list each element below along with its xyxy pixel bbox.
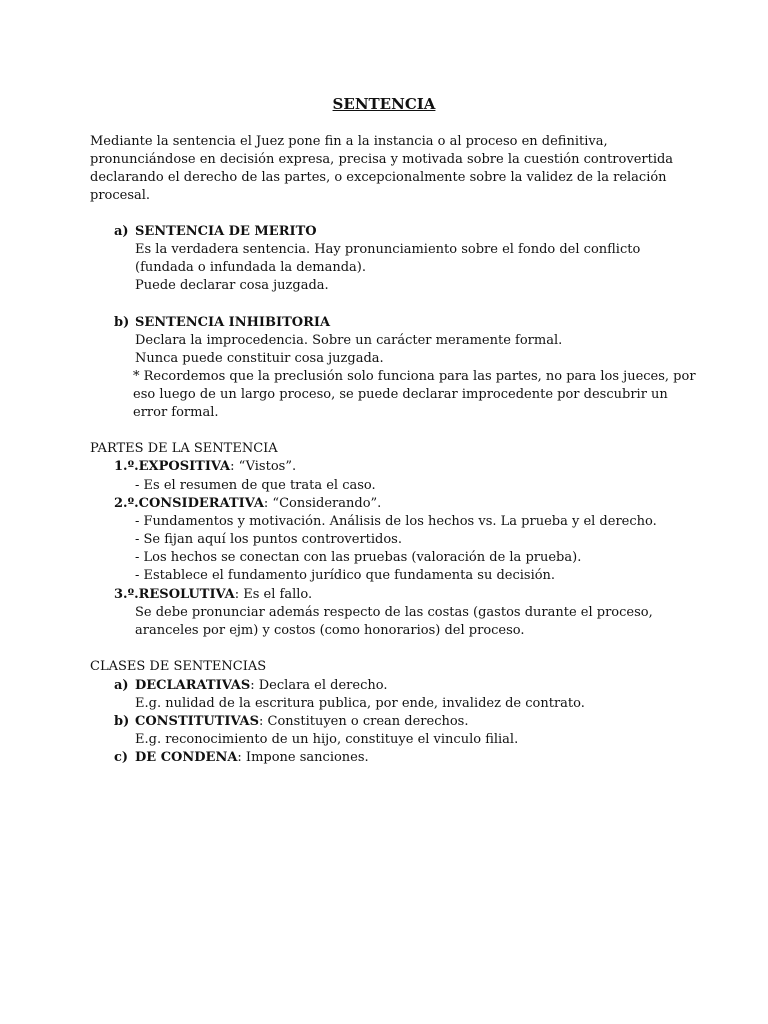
intro-line: declarando el derecho de las partes, o excepcionalmente sobre la validez de la relación	[90, 170, 667, 185]
inhibitoria-note: eso luego de un largo proceso, se puede declarar improcedente por descubrir un	[133, 387, 668, 402]
list-marker: b)	[114, 315, 130, 330]
list-marker: a)	[114, 224, 129, 239]
inhibitoria-note: error formal.	[133, 405, 219, 420]
parte-line: aranceles por ejm) y costos (como honorarios) del proceso.	[135, 623, 525, 638]
clase-desc: : Declara el derecho.	[250, 678, 388, 693]
parte-line: - Se fijan aquí los puntos controvertidos.	[135, 532, 402, 547]
parte-line: Se debe pronunciar además respecto de las costas (gastos durante el proceso,	[135, 605, 653, 620]
inhibitoria-line: Nunca puede constituir cosa juzgada.	[135, 351, 384, 366]
intro-line: Mediante la sentencia el Juez pone fin a la instancia o al proceso en definitiva,	[90, 134, 608, 149]
parte-line: - Establece el fundamento jurídico que fundamenta su decisión.	[135, 568, 556, 583]
parte-considerativa	[114, 495, 381, 513]
clase-term: CONSTITUTIVAS	[135, 714, 260, 729]
parte-line: - Fundamentos y motivación. Análisis de los hechos vs. La prueba y el derecho.	[135, 514, 657, 529]
clase-example: E.g. reconocimiento de un hijo, constituye el vinculo filial.	[135, 732, 519, 747]
partes-heading: PARTES DE LA SENTENCIA	[90, 441, 278, 456]
clase-desc: : Constituyen o crean derechos.	[259, 714, 469, 729]
clase-desc: : Impone sanciones.	[237, 750, 369, 765]
parte-desc: : Es el fallo.	[234, 587, 313, 602]
intro-line: procesal.	[90, 188, 151, 203]
parte-expositiva	[114, 458, 296, 476]
list-marker: a)	[114, 678, 129, 693]
merito-line: Es la verdadera sentencia. Hay pronunciamiento sobre el fondo del conflicto	[135, 242, 641, 257]
section-heading: SENTENCIA INHIBITORIA	[135, 315, 331, 330]
inhibitoria-heading	[114, 314, 330, 332]
clase-example: E.g. nulidad de la escritura publica, por ende, invalidez de contrato.	[135, 696, 585, 711]
page-title: SENTENCIA	[332, 95, 436, 113]
clase-constitutivas	[114, 713, 468, 731]
clase-declarativas	[114, 677, 387, 695]
clase-condena	[114, 749, 369, 767]
parte-term: 1.º.EXPOSITIVA	[114, 459, 231, 474]
merito-heading	[114, 223, 317, 241]
parte-term: 2.º.CONSIDERATIVA	[114, 496, 264, 511]
list-marker: b)	[114, 714, 130, 729]
parte-term: 3.º.RESOLUTIVA	[114, 587, 235, 602]
parte-line: - Es el resumen de que trata el caso.	[135, 478, 376, 493]
parte-desc: : “Considerando”.	[263, 496, 382, 511]
merito-line: Puede declarar cosa juzgada.	[135, 278, 329, 293]
parte-resolutiva	[114, 586, 312, 604]
inhibitoria-note: * Recordemos que la preclusión solo funciona para las partes, no para los jueces, por	[133, 369, 696, 384]
parte-desc: : “Vistos”.	[230, 459, 297, 474]
clase-term: DECLARATIVAS	[135, 678, 251, 693]
parte-line: - Los hechos se conectan con las pruebas (valoración de la prueba).	[135, 550, 582, 565]
section-heading: SENTENCIA DE MERITO	[135, 224, 317, 239]
list-marker: c)	[114, 750, 129, 765]
clase-term: DE CONDENA	[135, 750, 238, 765]
inhibitoria-line: Declara la improcedencia. Sobre un carácter meramente formal.	[135, 333, 563, 348]
merito-line: (fundada o infundada la demanda).	[135, 260, 367, 275]
intro-line: pronunciándose en decisión expresa, precisa y motivada sobre la cuestión controvertida	[90, 152, 674, 167]
clases-heading: CLASES DE SENTENCIAS	[90, 659, 267, 674]
